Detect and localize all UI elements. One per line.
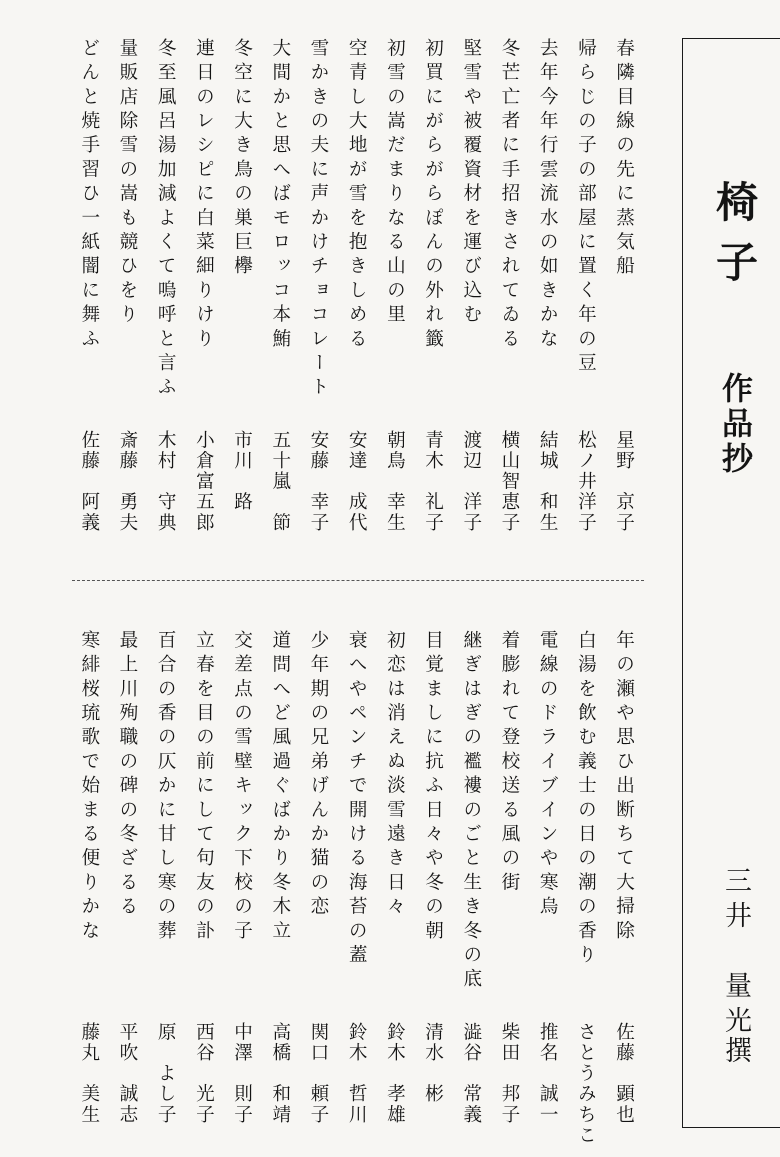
haiku-text: 最上川殉職の碑の冬ざるる — [116, 630, 138, 921]
haiku-text: 百合の香の仄かに甘し寒の葬 — [155, 630, 177, 945]
haiku-text: 初雪の嵩だまりなる山の里 — [384, 38, 406, 329]
haiku-author: 市川 路 — [231, 430, 253, 513]
haiku-text: 去年今年行雲流水の如きかな — [537, 38, 559, 353]
haiku-author: 五十嵐 節 — [269, 430, 291, 533]
haiku-text: 年の瀬や思ひ出断ちて大掃除 — [613, 630, 635, 945]
haiku-author: 渡辺 洋子 — [460, 430, 482, 533]
haiku-text: 連日のレシピに白菜細りけり — [193, 38, 215, 353]
haiku-author: さとうみちこ — [575, 1022, 597, 1146]
haiku-author: 佐藤 顕也 — [613, 1022, 635, 1125]
page-subtitle: 作品抄 — [716, 372, 752, 477]
haiku-text: 帰らじの子の部屋に置く年の豆 — [575, 38, 597, 377]
haiku-author: 結城 和生 — [537, 430, 559, 533]
haiku-text: 量販店除雪の嵩も競ひをり — [116, 38, 138, 329]
haiku-author: 横山智恵子 — [498, 430, 520, 533]
haiku-author: 西谷 光子 — [193, 1022, 215, 1125]
haiku-author: 斎藤 勇夫 — [116, 430, 138, 533]
haiku-text: 目覚ましに抗ふ日々や冬の朝 — [422, 630, 444, 945]
haiku-author: 小倉富五郎 — [193, 430, 215, 533]
selector-name: 三井 量光 — [720, 866, 751, 1041]
haiku-author: 青木 礼子 — [422, 430, 444, 533]
haiku-author: 鈴木 孝雄 — [384, 1022, 406, 1125]
haiku-text: 着膨れて登校送る風の街 — [498, 630, 520, 897]
haiku-text: 冬空に大き鳥の巣巨欅 — [231, 38, 253, 280]
selector-label: 撰 — [720, 1036, 751, 1063]
haiku-author: 中澤 則子 — [231, 1022, 253, 1125]
haiku-author: 澁谷 常義 — [460, 1022, 482, 1125]
haiku-text: 立春を目の前にして句友の訃 — [193, 630, 215, 945]
haiku-author: 安藤 幸子 — [307, 430, 329, 533]
haiku-text: 寒緋桜琉歌で始まる便りかな — [78, 630, 100, 945]
haiku-author: 関口 頼子 — [307, 1022, 329, 1125]
haiku-text: どんと焼手習ひ一紙闇に舞ふ — [78, 38, 100, 353]
haiku-text: 電線のドライブインや寒烏 — [537, 630, 559, 921]
haiku-author: 原 よし子 — [155, 1022, 177, 1125]
haiku-author: 佐藤 阿義 — [78, 430, 100, 533]
haiku-text: 大間かと思へばモロッコ本鮪 — [269, 38, 291, 353]
haiku-text: 初買にがらがらぽんの外れ籤 — [422, 38, 444, 353]
haiku-text: 衰へやペンチで開ける海苔の蓋 — [346, 630, 368, 969]
haiku-author: 松ノ井洋子 — [575, 430, 597, 533]
section-divider — [72, 580, 644, 581]
haiku-text: 道問へど風過ぐばかり冬木立 — [269, 630, 291, 945]
haiku-text: 白湯を飲む義士の日の潮の香り — [575, 630, 597, 969]
haiku-text: 空青し大地が雪を抱きしめる — [346, 38, 368, 353]
page-title: 椅子 — [710, 180, 759, 300]
haiku-text: 雪かきの夫に声かけチョコレート — [307, 38, 329, 401]
haiku-author: 星野 京子 — [613, 430, 635, 533]
haiku-text: 継ぎはぎの襤褸のごと生き冬の底 — [460, 630, 482, 993]
haiku-author: 藤丸 美生 — [78, 1022, 100, 1125]
haiku-text: 春隣目線の先に蒸気船 — [613, 38, 635, 280]
haiku-author: 高橋 和靖 — [269, 1022, 291, 1125]
haiku-author: 安達 成代 — [346, 430, 368, 533]
haiku-text: 少年期の兄弟げんか猫の恋 — [307, 630, 329, 921]
haiku-author: 鈴木 哲川 — [346, 1022, 368, 1125]
haiku-author: 木村 守典 — [155, 430, 177, 533]
haiku-text: 冬芒亡者に手招きされてゐる — [498, 38, 520, 353]
haiku-author: 柴田 邦子 — [498, 1022, 520, 1125]
haiku-text: 交差点の雪壁キック下校の子 — [231, 630, 253, 945]
haiku-author: 平吹 誠志 — [116, 1022, 138, 1125]
haiku-author: 朝鳥 幸生 — [384, 430, 406, 533]
haiku-text: 堅雪や被覆資材を運び込む — [460, 38, 482, 329]
haiku-text: 冬至風呂湯加減よくて嗚呼と言ふ — [155, 38, 177, 401]
haiku-text: 初恋は消えぬ淡雪遠き日々 — [384, 630, 406, 921]
haiku-author: 清水 彬 — [422, 1022, 444, 1105]
haiku-author: 推名 誠一 — [537, 1022, 559, 1125]
